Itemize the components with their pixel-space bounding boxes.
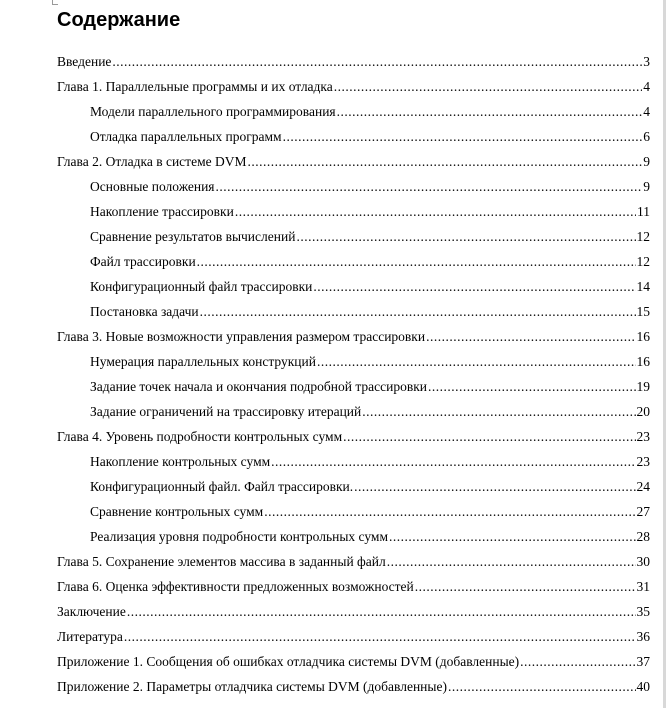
toc-page-number: 16 — [636, 329, 650, 344]
toc-entry[interactable] — [57, 624, 650, 649]
toc-entry-title: Сравнение контрольных сумм — [90, 504, 264, 519]
toc-dot-leader — [337, 99, 643, 124]
toc-entry-title: Глава 2. Отладка в системе DVM — [57, 154, 247, 169]
toc-dot-leader — [235, 199, 636, 224]
toc-page-number: 35 — [636, 604, 650, 619]
toc-entry-title: Введение — [57, 54, 112, 69]
toc-page-number: 19 — [636, 379, 650, 394]
toc-dot-leader — [296, 224, 635, 249]
toc-page-number: 24 — [636, 479, 650, 494]
toc-page-number: 3 — [643, 54, 650, 69]
toc-dot-leader — [271, 449, 635, 474]
toc-dot-leader — [354, 474, 635, 499]
toc-subentry[interactable] — [57, 399, 650, 424]
toc-page-number: 4 — [643, 79, 650, 94]
toc-entry[interactable] — [57, 424, 650, 449]
toc-dot-leader — [520, 649, 635, 674]
toc-page-number: 12 — [636, 229, 650, 244]
toc-dot-leader — [334, 74, 642, 99]
toc-subentry[interactable] — [57, 249, 650, 274]
toc-entry[interactable] — [57, 599, 650, 624]
toc-dot-leader — [216, 174, 643, 199]
toc-page-number: 31 — [636, 579, 650, 594]
toc-subentry[interactable] — [57, 374, 650, 399]
toc-dot-leader — [387, 549, 636, 574]
toc-entry-title: Основные положения — [90, 179, 215, 194]
toc-dot-leader — [448, 674, 636, 699]
toc-entry[interactable] — [57, 324, 650, 349]
toc-page-number: 30 — [636, 554, 650, 569]
toc-entry-title: Файл трассировки — [90, 254, 196, 269]
toc-subentry[interactable] — [57, 499, 650, 524]
toc-entry-title: Глава 5. Сохранение элементов массива в заданный файл — [57, 554, 386, 569]
toc-page-number: 36 — [636, 629, 650, 644]
toc-entry-title: Постановка задачи — [90, 304, 199, 319]
toc-entry-title: Конфигурационный файл. Файл трассировки. — [90, 479, 354, 494]
toc-dot-leader — [426, 324, 635, 349]
toc-subentry[interactable] — [57, 224, 650, 249]
toc-dot-leader — [264, 499, 635, 524]
toc-entry-title: Отладка параллельных программ — [90, 129, 282, 144]
toc-subentry[interactable] — [57, 174, 650, 199]
toc-page-number: 37 — [636, 654, 650, 669]
toc-subentry[interactable] — [57, 199, 650, 224]
toc-page-number: 9 — [643, 179, 650, 194]
toc-entry-title: Модели параллельного программирования — [90, 104, 336, 119]
toc-entry-title: Реализация уровня подробности контрольных сумм — [90, 529, 388, 544]
toc-subentry[interactable] — [57, 349, 650, 374]
toc-entry[interactable] — [57, 74, 650, 99]
toc-entry-title: Накопление трассировки — [90, 204, 234, 219]
toc-entry-title: Задание ограничений на трассировку итераций — [90, 404, 362, 419]
toc-dot-leader — [124, 624, 636, 649]
toc-subentry[interactable] — [57, 299, 650, 324]
toc-subentry[interactable] — [57, 274, 650, 299]
toc-dot-leader — [415, 574, 636, 599]
toc-entry[interactable] — [57, 574, 650, 599]
toc-dot-leader — [343, 424, 635, 449]
table-of-contents — [57, 49, 650, 699]
toc-subentry[interactable] — [57, 524, 650, 549]
toc-entry[interactable] — [57, 49, 650, 74]
toc-page-number: 4 — [643, 104, 650, 119]
toc-entry[interactable] — [57, 674, 650, 699]
toc-dot-leader — [197, 249, 636, 274]
toc-subentry[interactable] — [57, 474, 650, 499]
toc-dot-leader — [317, 349, 636, 374]
toc-entry[interactable] — [57, 649, 650, 674]
toc-page-number: 20 — [636, 404, 650, 419]
toc-dot-leader — [362, 399, 635, 424]
toc-page-number: 15 — [636, 304, 650, 319]
toc-dot-leader — [112, 49, 642, 74]
toc-entry-title: Сравнение результатов вычислений — [90, 229, 296, 244]
toc-entry-title: Глава 6. Оценка эффективности предложенных возможностей — [57, 579, 414, 594]
toc-page-number: 40 — [636, 679, 650, 694]
page-corner-mark — [52, 0, 58, 5]
toc-page-number: 14 — [636, 279, 650, 294]
toc-entry-title: Глава 3. Новые возможности управления размером трассировки — [57, 329, 426, 344]
toc-subentry[interactable] — [57, 99, 650, 124]
toc-subentry[interactable] — [57, 449, 650, 474]
toc-subentry[interactable] — [57, 124, 650, 149]
toc-entry-title: Задание точек начала и окончания подробной трассировки — [90, 379, 428, 394]
toc-entry-title: Глава 1. Параллельные программы и их отладка — [57, 79, 333, 94]
toc-dot-leader — [428, 374, 635, 399]
toc-dot-leader — [247, 149, 642, 174]
toc-entry-title: Конфигурационный файл трассировки — [90, 279, 313, 294]
toc-page-number: 27 — [636, 504, 650, 519]
toc-page-number: 23 — [636, 429, 650, 444]
toc-entry-title: Нумерация параллельных конструкций — [90, 354, 316, 369]
toc-entry-title: Приложение 1. Сообщения об ошибках отладчика системы DVM (добавленные) — [57, 654, 520, 669]
toc-dot-leader — [283, 124, 643, 149]
toc-entry-title: Глава 4. Уровень подробности контрольных сумм — [57, 429, 343, 444]
toc-entry-title: Литература — [57, 629, 123, 644]
toc-entry[interactable] — [57, 149, 650, 174]
toc-page-number: 6 — [643, 129, 650, 144]
toc-page-number: 16 — [636, 354, 650, 369]
toc-entry-title: Приложение 2. Параметры отладчика системы DVM (добавленные) — [57, 679, 447, 694]
toc-entry-title: Накопление контрольных сумм — [90, 454, 271, 469]
page-title: Содержание — [57, 9, 181, 31]
toc-dot-leader — [389, 524, 636, 549]
toc-page-number: 9 — [643, 154, 650, 169]
toc-page-number: 28 — [636, 529, 650, 544]
toc-page-number: 11 — [637, 204, 650, 219]
toc-entry-title: Заключение — [57, 604, 126, 619]
toc-page-number: 12 — [636, 254, 650, 269]
toc-entry[interactable] — [57, 549, 650, 574]
toc-dot-leader — [313, 274, 635, 299]
toc-dot-leader — [127, 599, 636, 624]
toc-dot-leader — [200, 299, 636, 324]
toc-page-number: 23 — [636, 454, 650, 469]
